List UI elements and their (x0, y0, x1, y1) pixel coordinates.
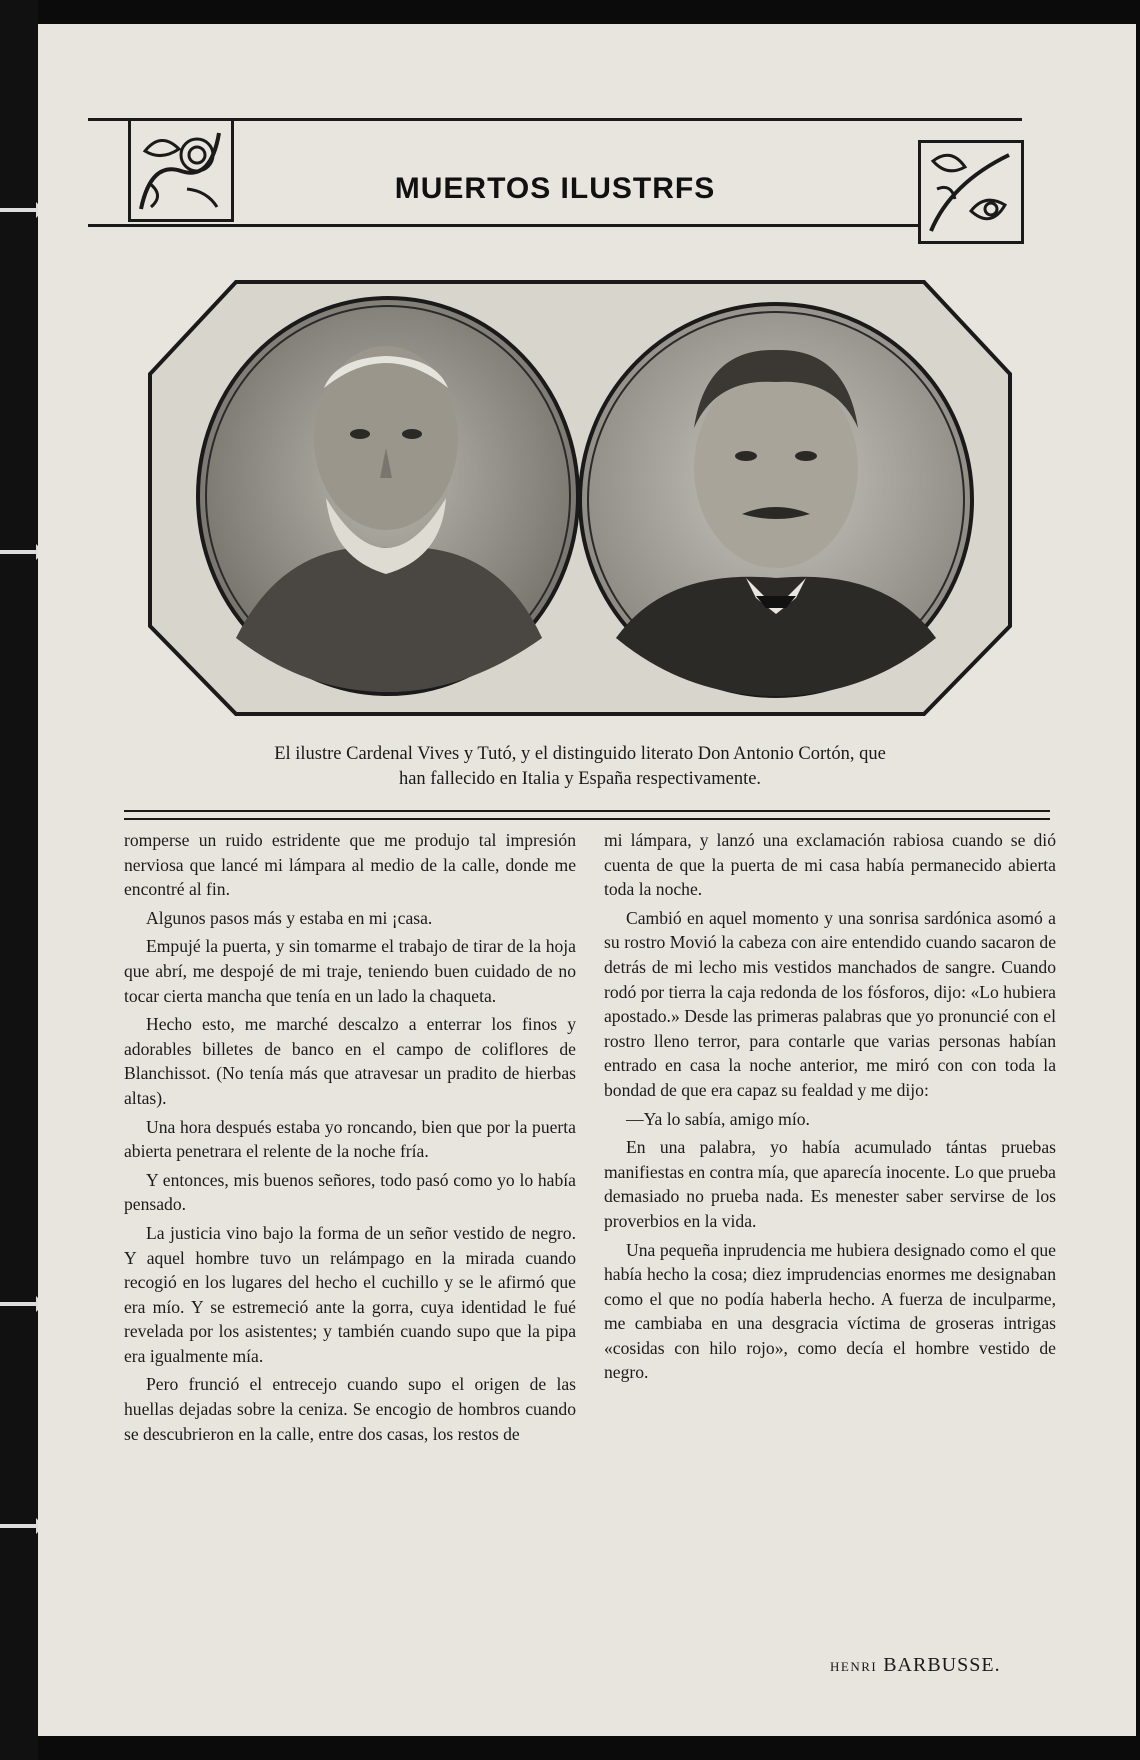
portrait-corton (580, 304, 972, 696)
left-ornament-icon (128, 118, 234, 222)
page-title: MUERTOS ILUSTRFS (394, 172, 716, 205)
paragraph: mi lámpara, y lanzó una exclamación rabiosa cuando se dió cuenta de que la puerta de mi casa había permanecido abierta toda la noche. (604, 830, 1056, 900)
paragraph: Empujé la puerta, y sin tomarme el trabajo de tirar de la hoja que abrí, me despojé de mi traje, teniendo buen cuidado de no tocar cierta mancha que tenía en un lado la chaqueta. (124, 936, 576, 1006)
paragraph: romperse un ruido estridente que me produjo tal impresión nerviosa que lancé mi lámpara al medio de la calle, donde me encontré al fin. (124, 830, 576, 900)
paragraph: Hecho esto, me marché descalzo a enterrar los finos y adorables billetes de banco en el campo de coliflores de Blanchissot. (No tenía más que atravesar un pradito de hierbas altas). (124, 1014, 576, 1108)
article-column-right (604, 828, 1056, 1389)
caption-line-2: han fallecido en Italia y España respectivamente. (398, 769, 762, 789)
paragraph: Pero frunció el entrecejo cuando supo el origen de las huellas dejadas sobre la ceniza. Se encogio de hombros cuando se descubrieron en la calle, entre dos casas, los restos de (124, 1374, 576, 1444)
paragraph: La justicia vino bajo la forma de un señor vestido de negro. Y aquel hombre tuvo un relámpago en la mirada cuando recogió en los lugares del hecho el cuchillo y se le afirmó que era mío. Y se estremeció ante la gorra, cuya identidad le fué revelada por los asistentes; y también cuando supo que la pipa era igualmente mía. (124, 1222, 576, 1366)
caption-rule-bottom (124, 818, 1050, 820)
paragraph: Algunos pasos más y estaba en mi ¡casa. (146, 907, 433, 928)
caption-line-1: El ilustre Cardenal Vives y Tutó, y el distinguido literato Don Antonio Cortón, que (274, 744, 886, 764)
portrait-plate (146, 278, 1014, 718)
paragraph: Una hora después estaba yo roncando, bien que por la puerta abierta penetrara el relente de la noche fría. (124, 1116, 576, 1162)
paragraph: Una pequeña inprudencia me hubiera designado como el que había hecho la cosa; diez imprudencias enormes me designaban como el que no podía haberla hecho. A fuerza de inculparme, me cambiaba en una desgracia víctima de groseras intrigas «cosidas con hilo rojo», como decía el hombre vestido de negro. (604, 1239, 1056, 1383)
binding-stitch (0, 550, 42, 554)
binding-stitch (0, 208, 42, 212)
binding-stitch (0, 1302, 42, 1306)
paragraph: En una palabra, yo había acumulado tántas pruebas manifiestas en contra mía, que aparecía inocente. Lo que prueba demasiado no prueba nada. Es menester saber servirse de los proverbios en la vida. (604, 1137, 1056, 1231)
binding-stitch (0, 1524, 42, 1528)
section-header (88, 94, 1022, 244)
article-column-left (124, 828, 576, 1450)
book-binding (0, 0, 38, 1760)
header-bottom-rule (88, 224, 1022, 227)
portrait-cardinal (198, 298, 578, 694)
paragraph: Y entonces, mis buenos señores, todo pasó como yo lo había pensado. (124, 1169, 576, 1215)
paragraph: —Ya lo sabía, amigo mío. (626, 1108, 810, 1129)
author-first-name: HENRI (830, 1659, 878, 1674)
photo-caption (120, 742, 1040, 792)
paragraph: Cambió en aquel momento y una sonrisa sardónica asomó a su rostro Movió la cabeza con aire entendido cuando sacaron de detrás de mi lecho mis vestidos manchados de sangre. Cuando rodó por tierra la caja redonda de los fósforos, dijo: «Lo hubiera apostado.» Desde las primeras palabras que yo pronuncié con el rostro lleno terror, para contarle que varias personas habían entrado en casa la noche anterior, me miró con con toda la bondad de que era capaz su fealdad y me dijo: (604, 907, 1056, 1100)
author-signature (830, 1654, 1001, 1677)
author-last-name: BARBUSSE. (883, 1654, 1001, 1676)
caption-rule-top (124, 810, 1050, 812)
